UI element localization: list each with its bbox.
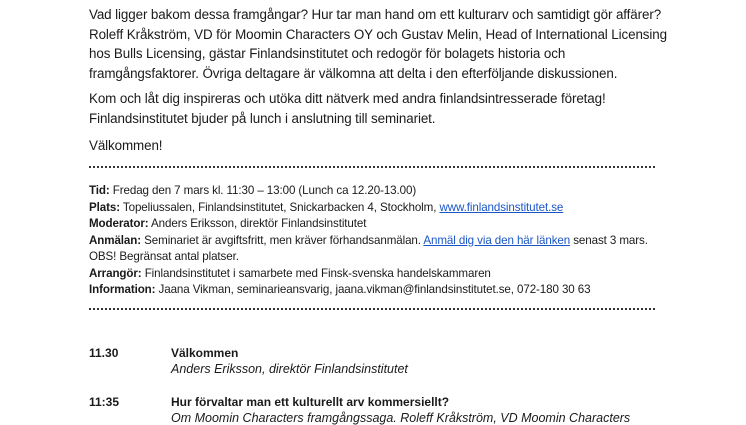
plats-label: Plats: <box>89 200 120 214</box>
arrangor-value: Finlandsinstitutet i samarbete med Finsk-svenska handelskammaren <box>141 266 491 280</box>
schedule-description: Anders Eriksson, direktör Finlandsinstitutet <box>171 362 408 376</box>
schedule-title: Hur förvaltar man ett kulturellt arv kommersiellt? <box>171 395 450 409</box>
info-row-anmalan <box>89 233 669 266</box>
intro-paragraph-1: Vad ligger bakom dessa framgångar? Hur tar man hand om ett kulturarv och samtidigt gör affärer? Roleff Kråkström, VD för Moomin Characters OY och Gustav Melin, Head of International Licensing hos Bulls Licensing, gästar Finlandsinstitutet och redogör för bolagets historia och framgångsfaktorer. Övriga deltagare är välkomna att delta i den efterföljande diskussionen. <box>89 7 667 81</box>
plats-value: Topeliussalen, Finlandsinstitutet, Snickarbacken 4, Stockholm, <box>119 200 440 214</box>
welcome-text: Välkommen! <box>89 138 163 153</box>
schedule-title: Välkommen <box>171 346 239 360</box>
event-info-block <box>89 183 669 299</box>
info-row-information <box>89 282 669 299</box>
info-row-arrangor <box>89 266 669 283</box>
website-link[interactable]: www.finlandsinstitutet.se <box>439 200 564 214</box>
dotted-separator-top <box>89 166 655 168</box>
schedule-time: 11:35 <box>89 395 120 409</box>
moderator-value: Anders Eriksson, direktör Finlandsinstitutet <box>148 217 367 230</box>
anmalan-label: Anmälan: <box>89 233 142 247</box>
schedule-description: Om Moomin Characters framgångssaga. Roleff Kråkström, VD Moomin Characters <box>171 411 631 425</box>
info-row-plats <box>89 200 669 217</box>
anmalan-tail: senast 3 mars. OBS! Begränsat antal platser. <box>89 233 648 263</box>
arrangor-label: Arrangör: <box>89 266 142 280</box>
info-row-moderator <box>89 216 669 233</box>
moderator-label: Moderator: <box>89 217 149 230</box>
registration-link[interactable]: Anmäl dig via den här länken <box>423 233 571 247</box>
info-row-tid <box>89 183 669 200</box>
dotted-separator-bottom <box>89 308 655 310</box>
tid-label: Tid: <box>89 184 110 197</box>
information-value: Jaana Vikman, seminarieansvarig, jaana.vikman@finlandsinstitutet.se, 072-180 30 63 <box>155 283 591 296</box>
tid-value: Fredag den 7 mars kl. 11:30 – 13:00 (Lunch ca 12.20-13.00) <box>109 184 417 197</box>
anmalan-value: Seminariet är avgiftsfritt, men kräver förhandsanmälan. <box>141 233 424 247</box>
information-label: Information: <box>89 283 156 296</box>
schedule-time: 11.30 <box>89 346 119 360</box>
intro-paragraph-2: Kom och låt dig inspireras och utöka ditt nätverk med andra finlandsintresserade företag! Finlandsinstitutet bjuder på lunch i anslutning till seminariet. <box>89 91 606 126</box>
